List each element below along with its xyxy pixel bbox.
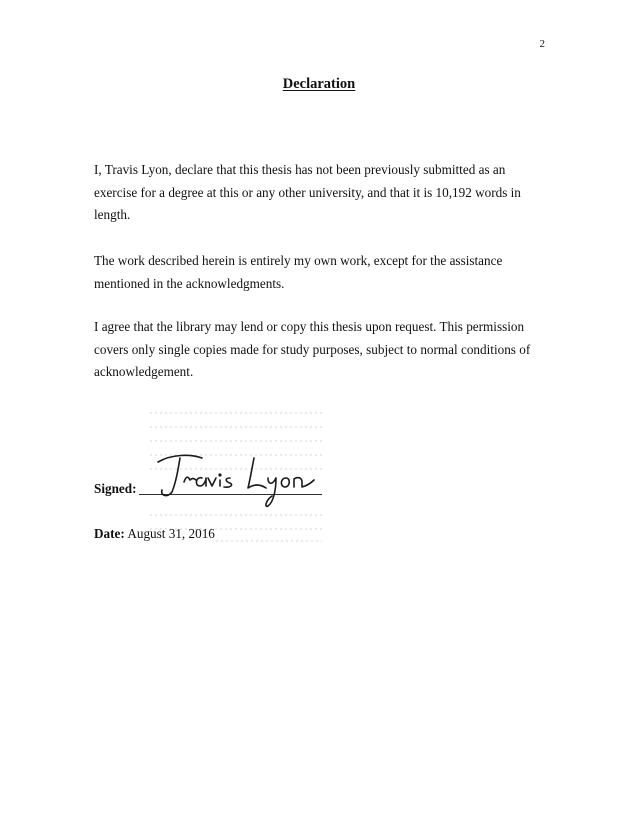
own-work-paragraph: [94, 250, 544, 295]
paragraph-line: covers only single copies made for study purposes, subject to normal conditions of: [94, 341, 531, 357]
signed-label: Signed:: [94, 481, 137, 496]
paragraph-line: The work described herein is entirely my own work, except for the assistance: [94, 253, 503, 268]
paragraph-line: mentioned in the acknowledgments.: [94, 275, 285, 291]
paragraph-line: acknowledgement.: [94, 364, 194, 379]
page-number: 2: [539, 38, 545, 50]
declaration-paragraph: [94, 159, 544, 227]
handwritten-signature: [150, 448, 325, 516]
paragraph-line: length.: [94, 207, 131, 222]
date-row: [94, 526, 215, 542]
library-permission-paragraph: [94, 316, 544, 384]
date-value: August 31, 2016: [127, 526, 215, 541]
date-label: Date:: [94, 526, 125, 541]
signed-row: [94, 481, 137, 497]
paragraph-line: exercise for a degree at this or any other university, and that it is 10,192 words in: [94, 184, 521, 200]
paragraph-line: I agree that the library may lend or copy this thesis upon request. This permission: [94, 319, 525, 334]
paragraph-line: I, Travis Lyon, declare that this thesis has not been previously submitted as an: [94, 162, 506, 177]
page-title: Declaration: [282, 76, 356, 92]
